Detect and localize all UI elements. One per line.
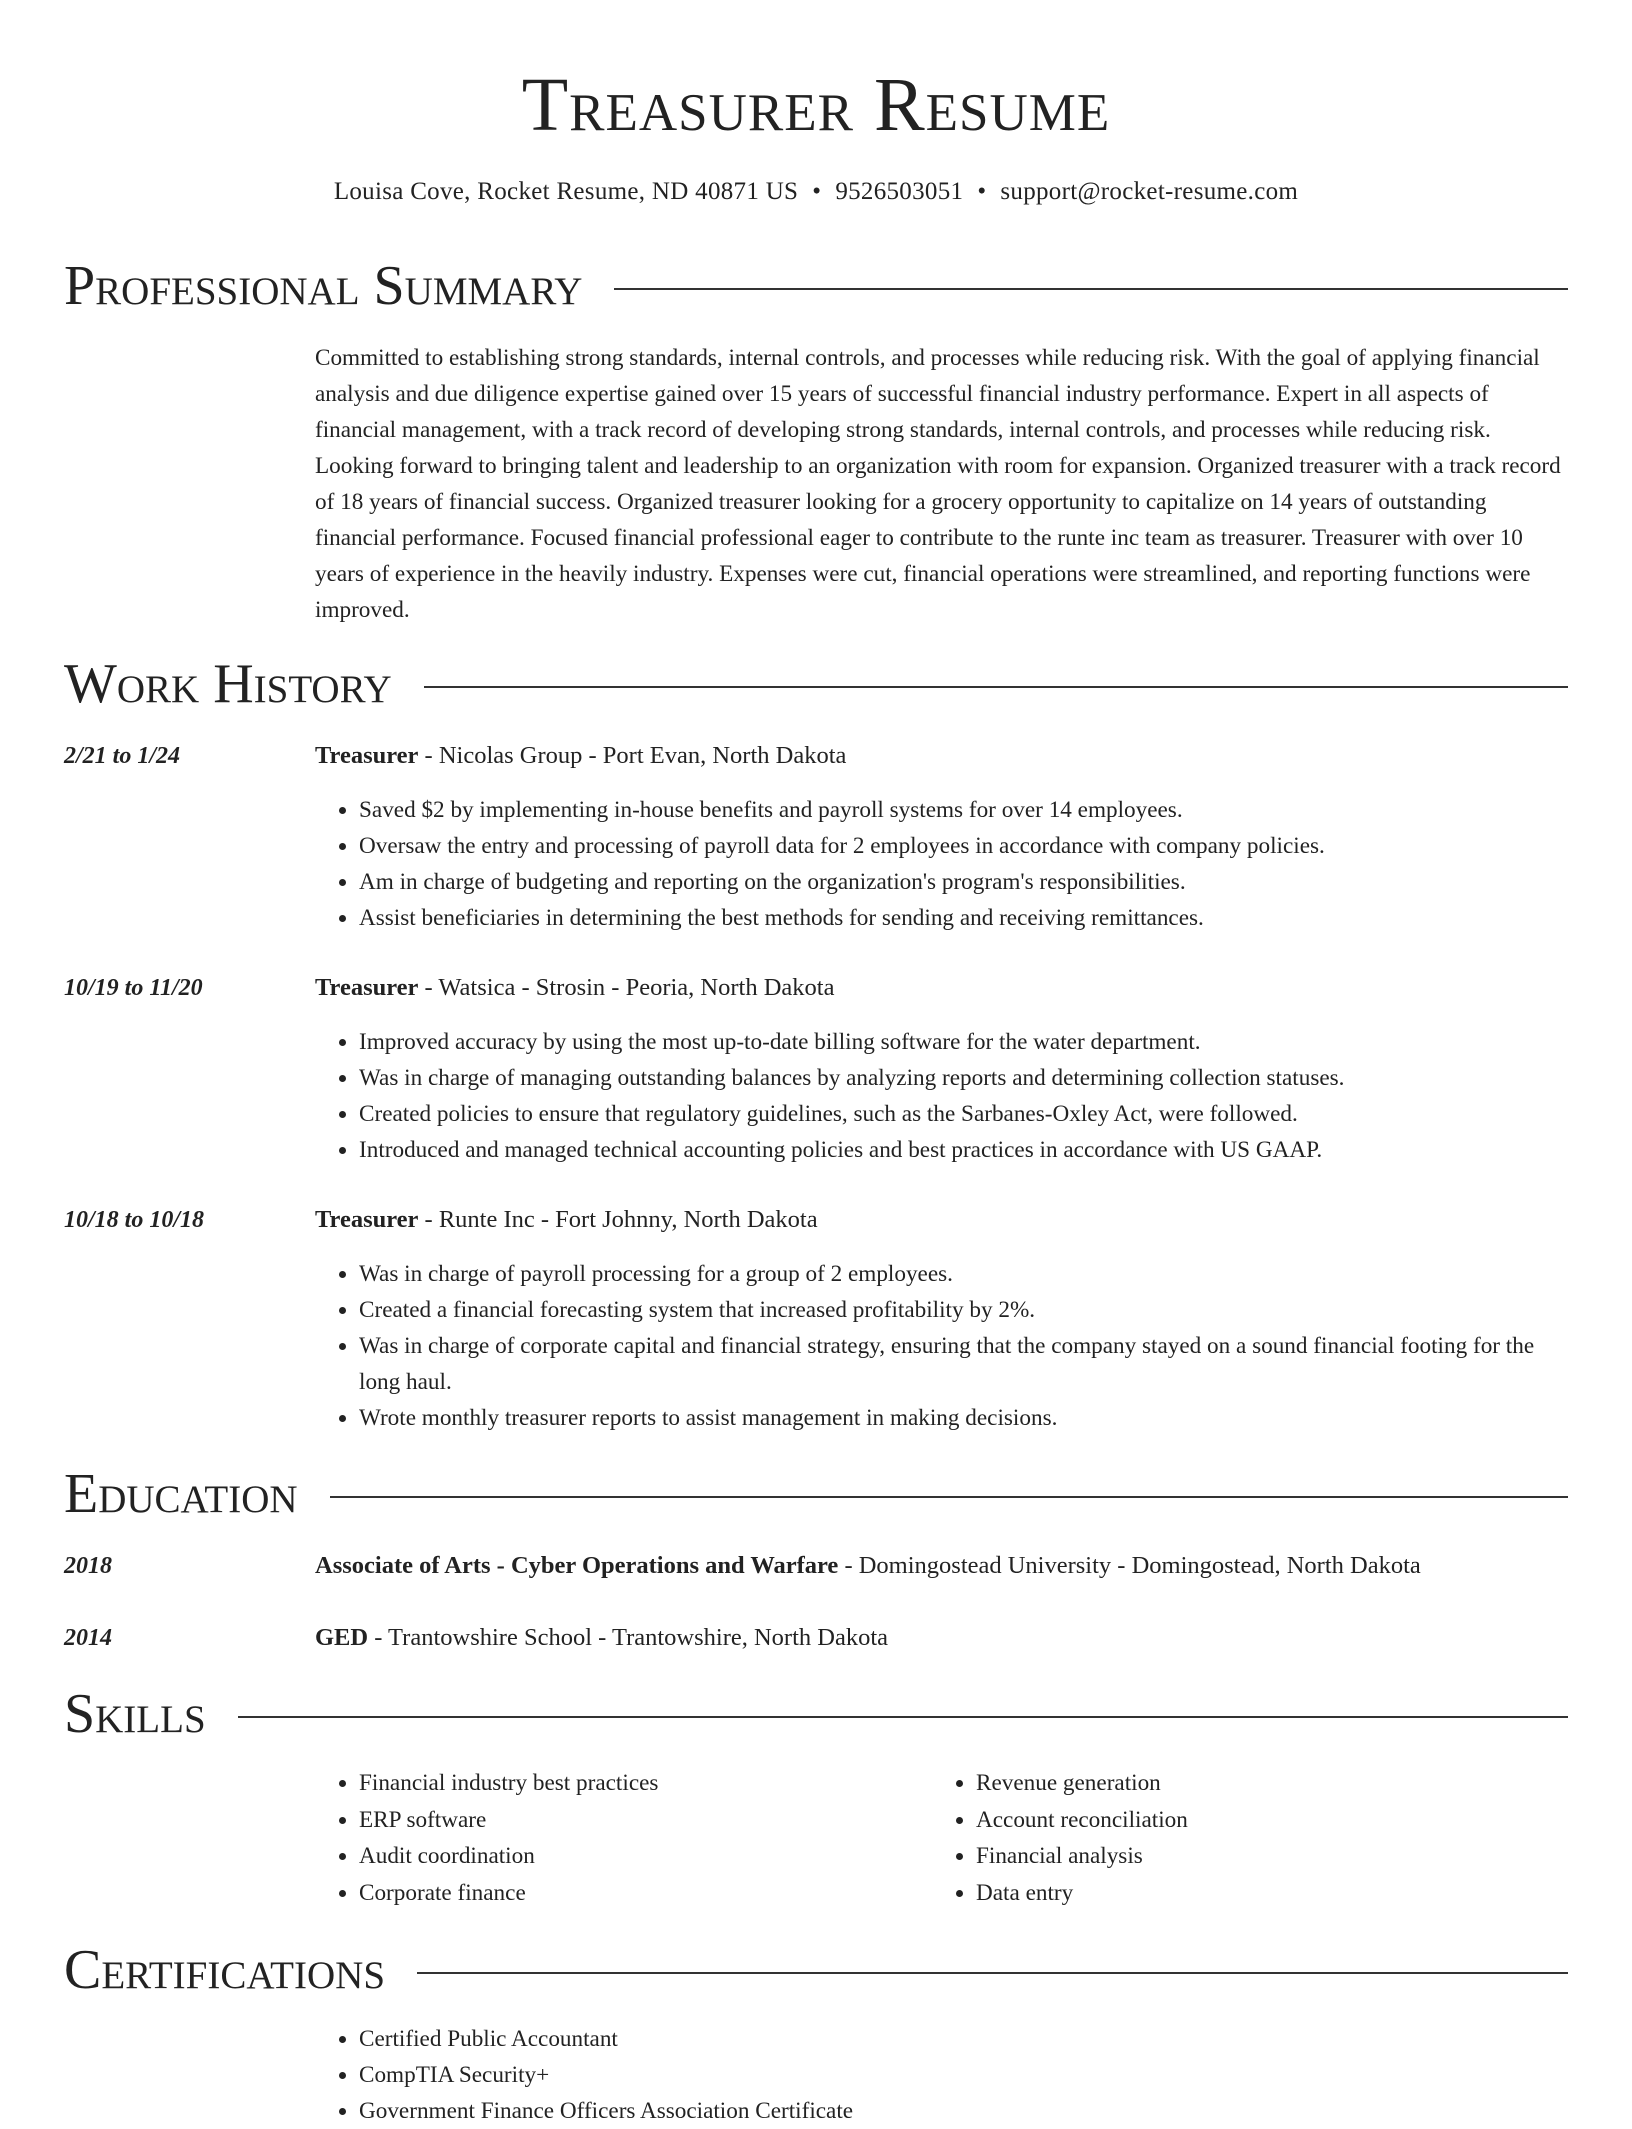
job-role: Treasurer (315, 974, 419, 1001)
skill-item: • Financial industry best practices (359, 1765, 915, 1802)
skill-item: • Revenue generation (976, 1765, 1532, 1802)
education-year: 2014 (64, 1625, 112, 1651)
list-item: • Oversaw the entry and processing of payroll data for 2 employees in accordance with company policies. (359, 828, 1568, 864)
list-item: • Wrote monthly treasurer reports to assist management in making decisions. (359, 1400, 1568, 1436)
list-item: • Created a financial forecasting system that increased profitability by 2%. (359, 1292, 1568, 1328)
section-title: Professional Summary (64, 255, 583, 317)
contact-separator: • (812, 178, 822, 205)
contact-separator: • (977, 178, 987, 205)
skill-item: • Financial analysis (976, 1838, 1532, 1875)
list-item: • Was in charge of corporate capital and financial strategy, ensuring that the company stayed on a sound financial footing for the long haul. (359, 1328, 1568, 1400)
job-role: Treasurer (315, 742, 419, 769)
skill-item: • Audit coordination (359, 1838, 915, 1875)
certification-item: • Government Finance Officers Association Certificate (359, 2093, 1568, 2129)
job-details: - Runte Inc - Fort Johnny, North Dakota (418, 1206, 818, 1233)
skills-list-right (932, 1765, 1532, 1911)
job-heading (315, 1202, 818, 1238)
list-item: • Created policies to ensure that regulatory guidelines, such as the Sarbanes-Oxley Act, were followed. (359, 1096, 1568, 1132)
list-item: • Was in charge of managing outstanding balances by analyzing reports and determining collection statuses. (359, 1060, 1568, 1096)
skill-item: • ERP software (359, 1802, 915, 1839)
section-education-header (64, 1462, 1568, 1526)
contact-address: Louisa Cove, Rocket Resume, ND 40871 US (333, 178, 799, 205)
section-title: Skills (64, 1683, 206, 1745)
list-item: • Improved accuracy by using the most up-to-date billing software for the water department. (359, 1024, 1568, 1060)
certification-item: • CompTIA Security+ (359, 2057, 1568, 2093)
section-work-header (64, 652, 1568, 716)
section-divider (614, 288, 1568, 290)
contact-phone: 9526503051 (835, 178, 964, 205)
education-year: 2018 (64, 1553, 112, 1579)
list-item: • Assist beneficiaries in determining the best methods for sending and receiving remittances. (359, 900, 1568, 936)
job-details: - Watsica - Strosin - Peoria, North Dakota (418, 974, 835, 1001)
job-dates: 10/19 to 11/20 (64, 975, 203, 1001)
job-dates: 10/18 to 10/18 (64, 1207, 205, 1233)
job-details: - Nicolas Group - Port Evan, North Dakota (418, 742, 847, 769)
section-certifications-header (64, 1938, 1568, 2002)
education-degree: Associate of Arts - Cyber Operations and Warfare (315, 1552, 839, 1579)
section-divider (424, 686, 1568, 688)
skill-item: • Account reconciliation (976, 1802, 1532, 1839)
list-item: • Introduced and managed technical accounting policies and best practices in accordance with US GAAP. (359, 1132, 1568, 1168)
skill-item: • Data entry (976, 1875, 1532, 1912)
contact-line (64, 174, 1568, 210)
contact-email: support@rocket-resume.com (1000, 178, 1299, 205)
section-divider (238, 1716, 1568, 1718)
skill-item: • Corporate finance (359, 1875, 915, 1912)
job-role: Treasurer (315, 1206, 419, 1233)
skills-list-left (315, 1765, 915, 1911)
section-title: Work History (64, 653, 392, 715)
list-item: • Am in charge of budgeting and reporting on the organization's program's responsibilities. (359, 864, 1568, 900)
summary-text: Committed to establishing strong standards, internal controls, and processes while reducing risk. With the goal of applying financial analysis and due diligence expertise gained over 15 years of successful financial industry performance. Expert in all aspects of financial management, with a track record of developing strong standards, internal controls, and processes while reducing risk. Looking forward to bringing talent and leadership to an organization with room for expansion. Organized treasurer with a track record of 18 years of financial success. Organized treasurer looking for a grocery opportunity to capitalize on 14 years of outstanding financial performance. Focused financial professional eager to contribute to the runte inc team as treasurer. Treasurer with over 10 years of experience in the heavily industry. Expenses were cut, financial operations were streamlined, and reporting functions were improved. (315, 345, 1561, 623)
education-entry (315, 1620, 888, 1656)
job-bullets (315, 1256, 1568, 1436)
education-degree: GED (315, 1624, 369, 1651)
section-summary-header (64, 254, 1568, 318)
resume-title: Treasurer Resume (521, 63, 1111, 147)
job-dates: 2/21 to 1/24 (64, 743, 181, 769)
job-bullets (315, 792, 1568, 936)
list-item: • Was in charge of payroll processing for a group of 2 employees. (359, 1256, 1568, 1292)
section-divider (417, 1972, 1568, 1974)
certifications-list (315, 2021, 1568, 2129)
job-heading (315, 970, 834, 1006)
section-divider (330, 1496, 1568, 1498)
section-skills-header (64, 1682, 1568, 1746)
certification-item: • Certified Public Accountant (359, 2021, 1568, 2057)
section-title: Certifications (64, 1939, 386, 2001)
job-bullets (315, 1024, 1568, 1168)
list-item: • Saved $2 by implementing in-house benefits and payroll systems for over 14 employees. (359, 792, 1568, 828)
education-details: - Trantowshire School - Trantowshire, North Dakota (368, 1624, 889, 1651)
education-details: - Domingostead University - Domingostead, North Dakota (838, 1552, 1421, 1579)
job-heading (315, 738, 846, 774)
education-entry (315, 1548, 1421, 1584)
section-title: Education (64, 1463, 298, 1525)
